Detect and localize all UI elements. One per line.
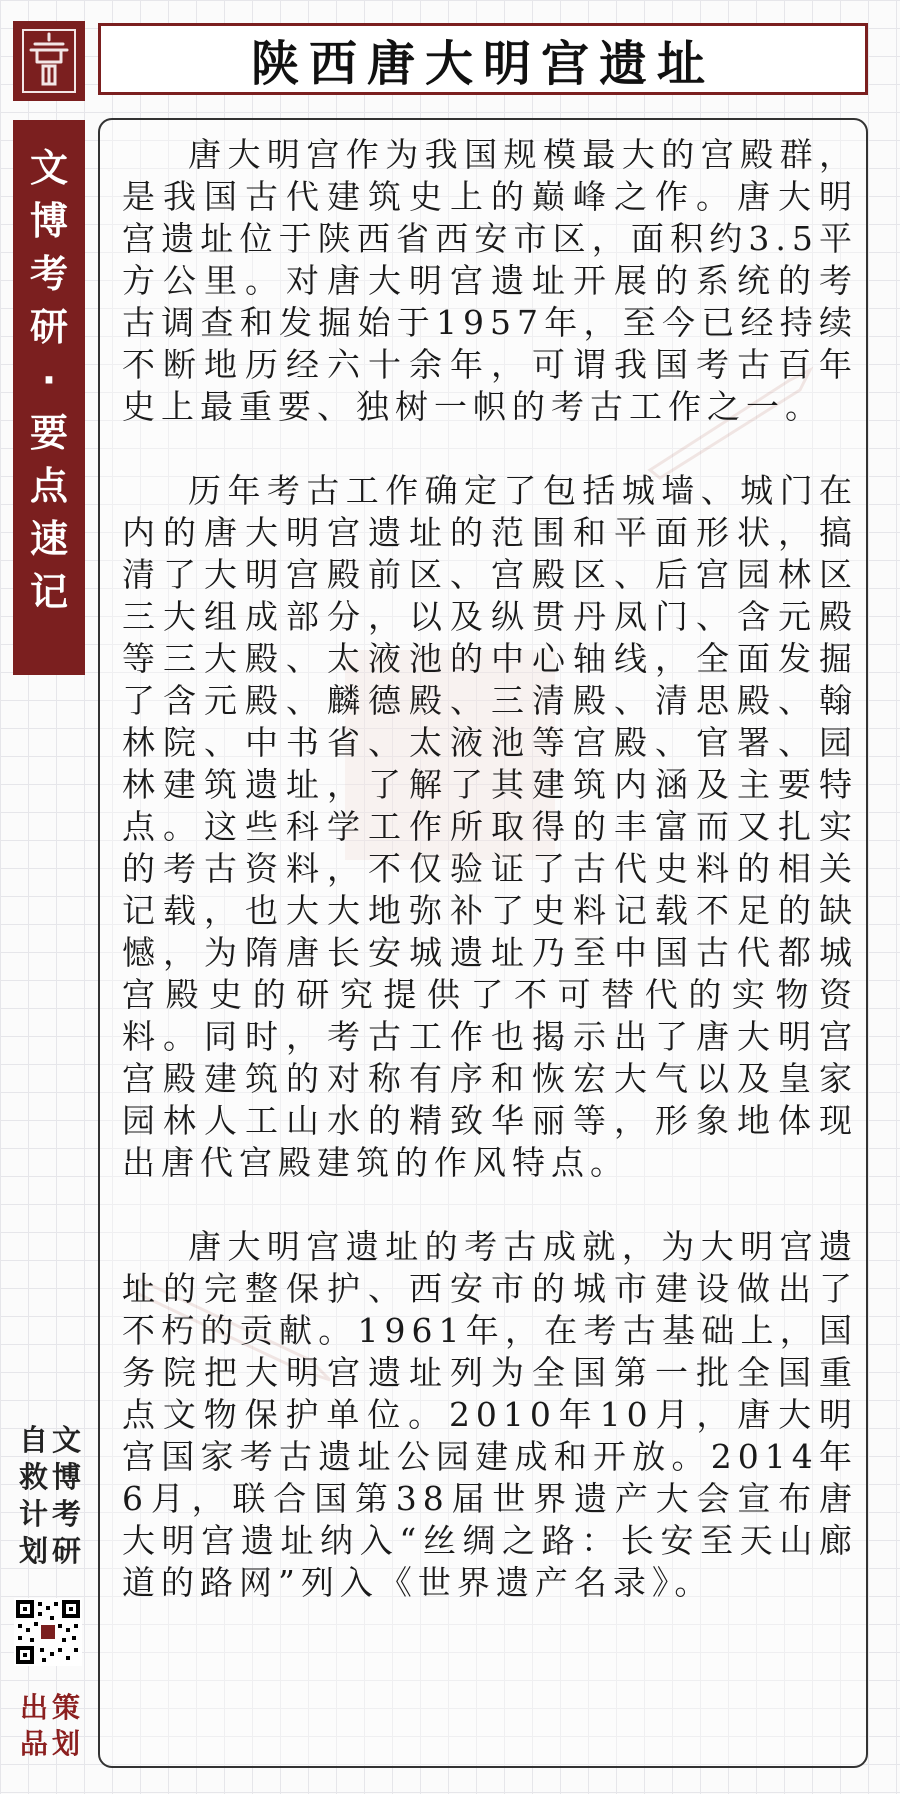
- side-banner-char: 博: [29, 199, 68, 243]
- qr-code-icon[interactable]: [14, 1598, 82, 1666]
- paragraph: 唐大明宫遗址的考古成就，为大明宫遗址的完整保护、西安市的城市建设做出了不朽的贡献。1961年，在考古基础上，国务院把大明宫遗址列为全国第一批全国重点文物保护单位。2010年10月，唐大明宫国家考古遗址公园建成和开放。2014年6月，联合国第38届世界遗产大会宣布唐大明宫遗址纳入“丝绸之路：长安至天山廊道的路网”列入《世界遗产名录》。: [122, 1227, 858, 1602]
- producer-vertical: [14, 1690, 86, 1762]
- credit-char: 考: [52, 1497, 82, 1531]
- producer-char: 划: [52, 1727, 81, 1760]
- producer-char: 品: [19, 1727, 48, 1760]
- side-banner: [13, 120, 85, 675]
- side-banner-char: 考: [29, 252, 68, 296]
- credit-vertical: [14, 1422, 86, 1570]
- producer-char: 策: [52, 1691, 81, 1724]
- article-body: [98, 118, 868, 1768]
- producer-char: 出: [19, 1691, 48, 1724]
- producer-column: [20, 1690, 48, 1762]
- side-banner-char: 记: [29, 570, 68, 614]
- credit-char: 自: [18, 1423, 48, 1457]
- logo: [13, 21, 85, 101]
- credit-char: 博: [52, 1460, 82, 1494]
- logo-icon: [21, 28, 77, 94]
- title-box: [98, 23, 868, 95]
- credit-char: 救: [18, 1460, 48, 1494]
- credit-column: [52, 1422, 81, 1570]
- credit-char: 研: [52, 1534, 82, 1568]
- side-banner-char: 文: [29, 146, 68, 190]
- paragraph: 历年考古工作确定了包括城墙、城门在内的唐大明宫遗址的范围和平面形状，搞清了大明宫殿前区、宫殿区、后宫园林区三大组成部分，以及纵贯丹凤门、含元殿等三大殿、太液池的中心轴线，全面发掘了含元殿、麟德殿、三清殿、清思殿、翰林院、中书省、太液池等宫殿、官署、园林建筑遗址，了解了其建筑内涵及主要特点。这些科学工作所取得的丰富而又扎实的考古资料，不仅验证了古代史料的相关记载，也大大地弥补了史料记载不足的缺憾，为隋唐长安城遗址乃至中国古代都城宫殿史的研究提供了不可替代的实物资料。同时，考古工作也揭示出了唐大明宫宫殿建筑的对称有序和恢宏大气以及皇家园林人工山水的精致华丽等，形象地体现出唐代宫殿建筑的作风特点。: [122, 471, 858, 1182]
- paragraph: 唐大明宫作为我国规模最大的宫殿群，是我国古代建筑史上的巅峰之作。唐大明宫遗址位于陕西省西安市区，面积约3.5平方公里。对唐大明宫遗址开展的系统的考古调查和发掘始于1957年，至今已经持续不断地历经六十余年，可谓我国考古百年史上最重要、独树一帜的考古工作之一。: [122, 135, 858, 426]
- credit-char: 文: [52, 1423, 82, 1457]
- credit-char: 计: [18, 1497, 48, 1531]
- side-banner-char: 点: [29, 464, 68, 508]
- page-title: 陕西唐大明宫遗址: [250, 35, 715, 92]
- side-banner-char: 要: [29, 411, 68, 455]
- side-banner-char: ·: [41, 358, 57, 402]
- producer-column: [52, 1690, 80, 1762]
- credit-column: [19, 1422, 48, 1570]
- side-banner-char: 研: [29, 305, 68, 349]
- side-banner-char: 速: [29, 517, 68, 561]
- credit-char: 划: [18, 1534, 48, 1568]
